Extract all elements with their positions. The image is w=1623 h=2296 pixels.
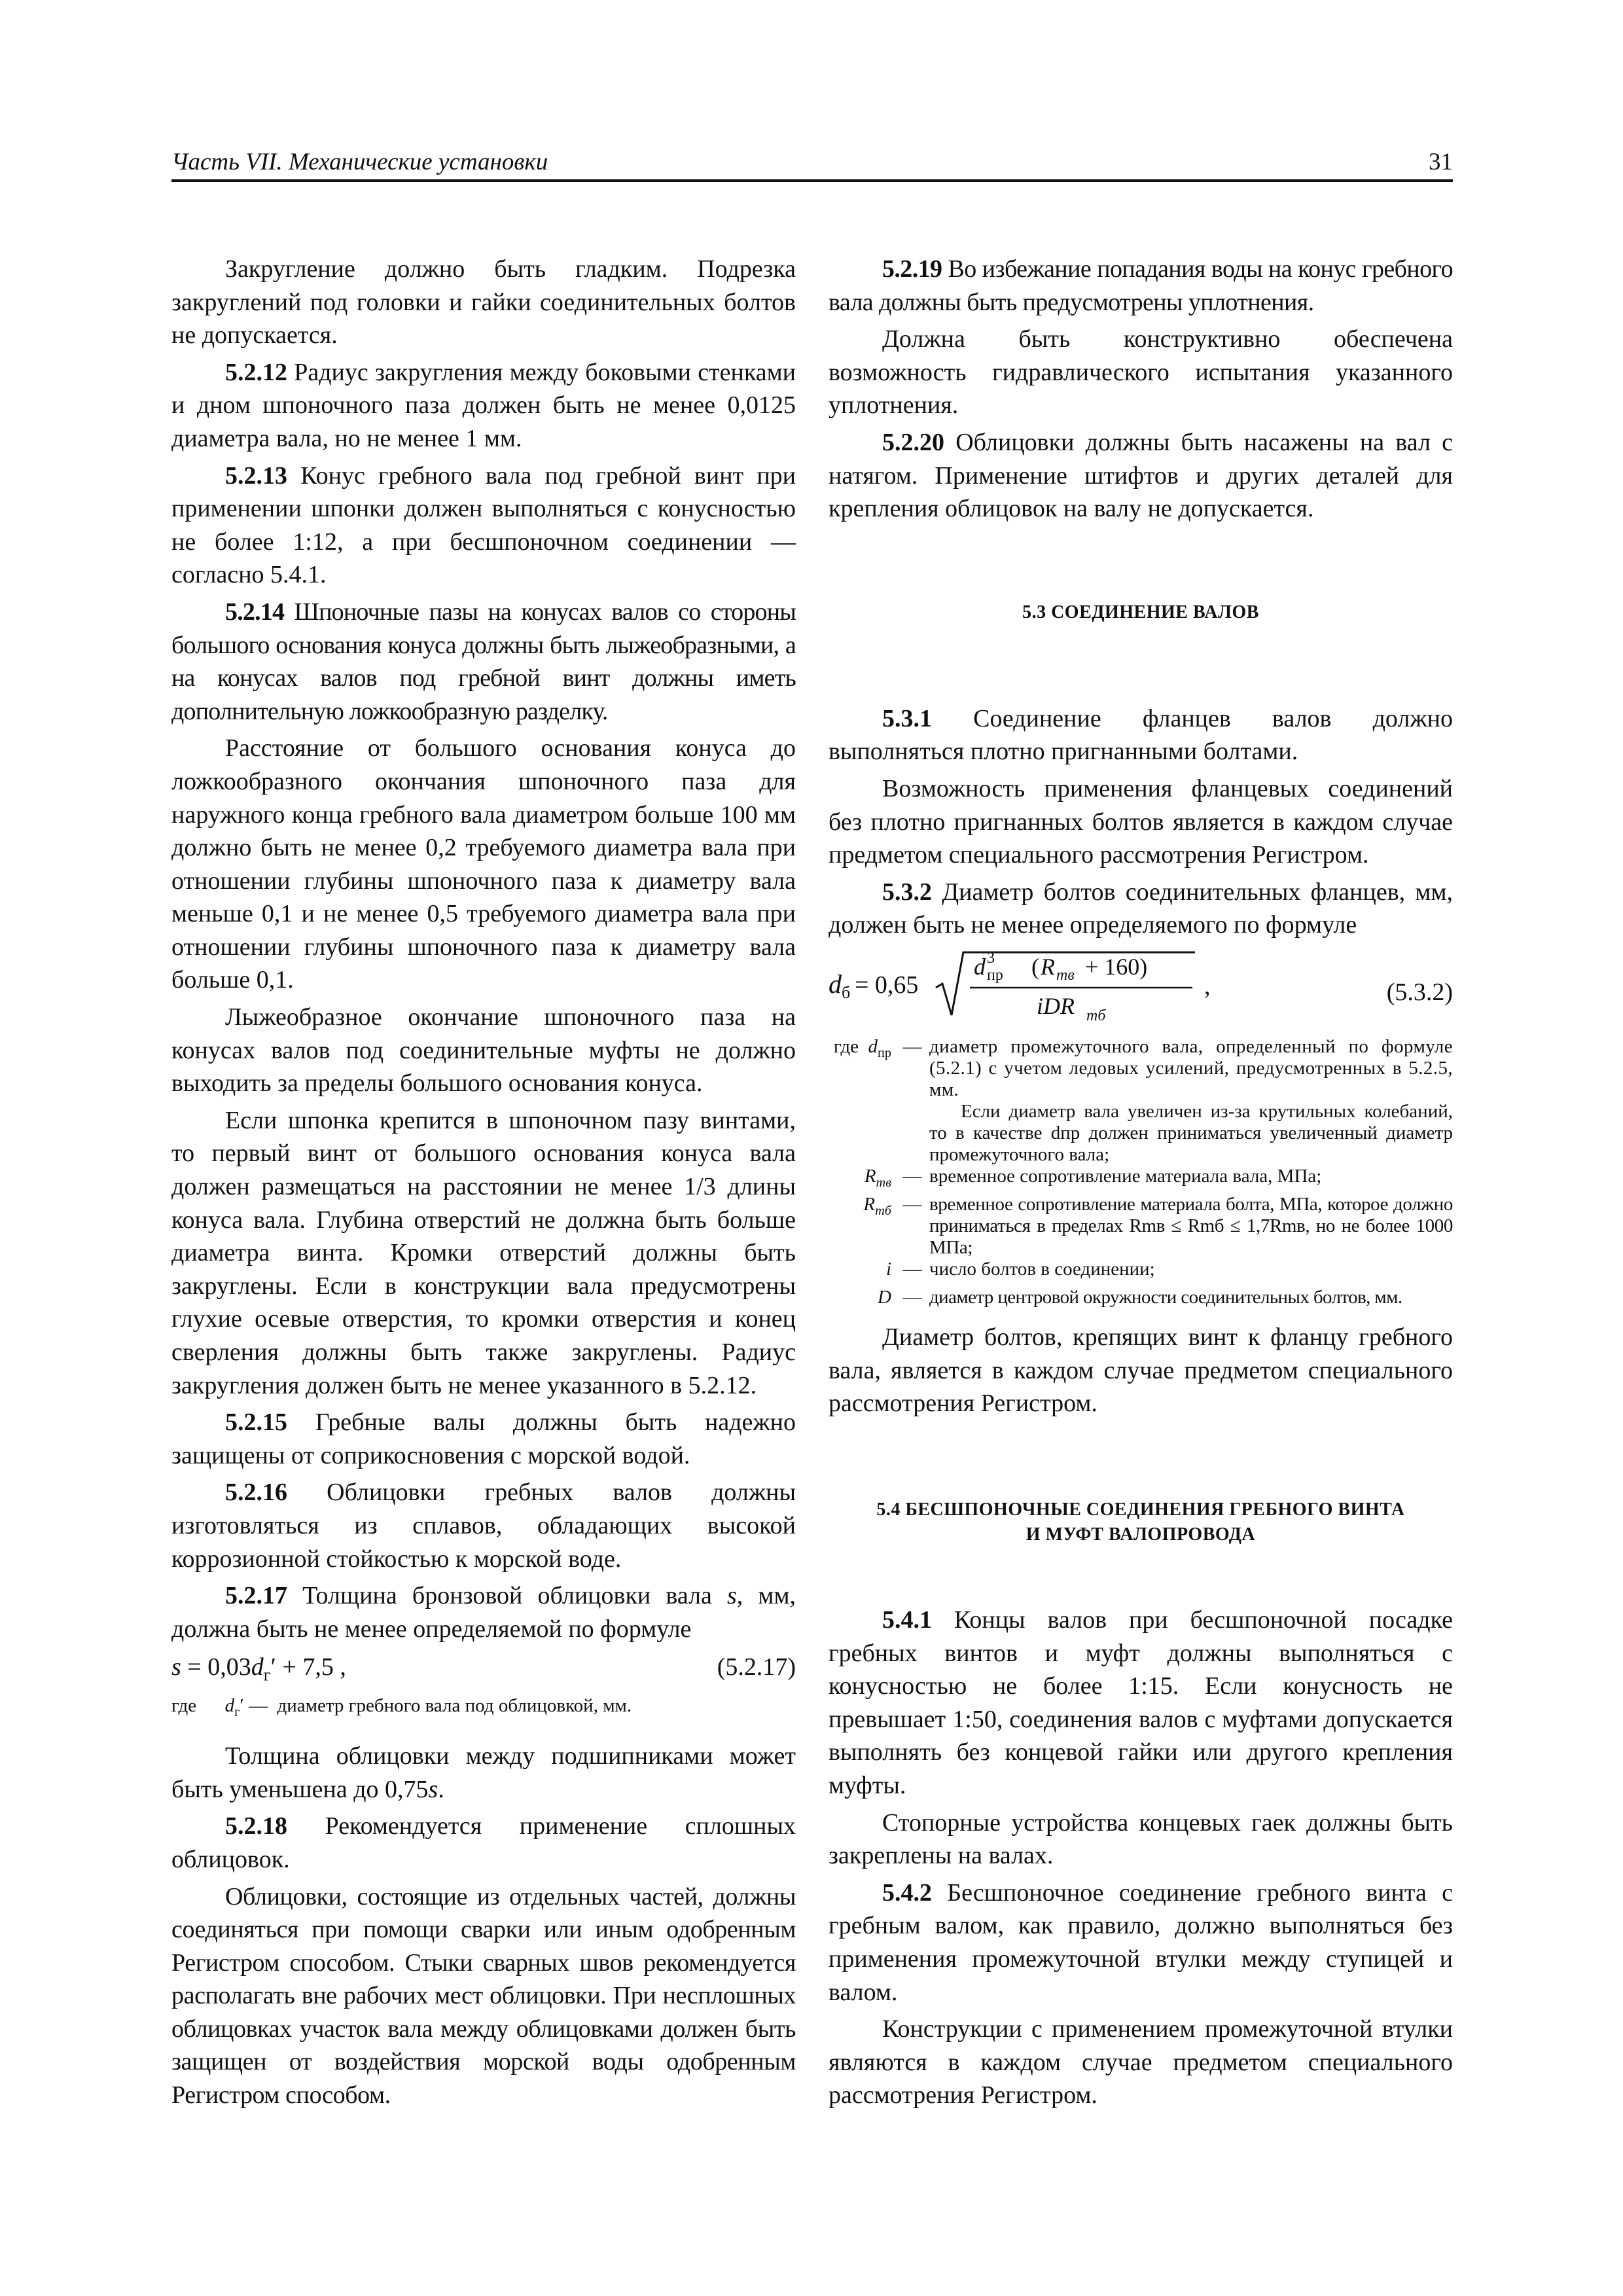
svg-text:d: d bbox=[829, 969, 842, 999]
svg-text:iDR: iDR bbox=[1037, 992, 1075, 1019]
running-header bbox=[171, 145, 1453, 182]
formula-5-3-2 bbox=[829, 946, 1453, 1027]
paragraph-intermediate-sleeve: Конструкции с применением промежуточной втулки являются в каждом случае предметом специального рассмотрения Регистром. bbox=[829, 2015, 1453, 2109]
clause-number: 5.2.13 bbox=[225, 461, 287, 490]
paragraph-5-2-13: 5.2.13 Конус гребного вала под гребной винт при применении шпонки должен выполняться с конусностью не более 1:12, а при бесшпоночном соединении — согласно 5.4.1. bbox=[171, 461, 796, 589]
paragraph-5-2-15: 5.2.15 Гребные валы должны быть надежно защищены от соприкосновения с морской водой. bbox=[171, 1408, 796, 1469]
paragraph-5-2-16: 5.2.16 Облицовки гребных валов должны изготовляться из сплавов, обладающих высокой коррозионной стойкостью к морской воде. bbox=[171, 1479, 796, 1573]
clause-number: 5.3.2 bbox=[882, 878, 932, 906]
paragraph-5-3-1: 5.3.1 Соединение фланцев валов должно выполняться плотно пригнанными болтами. bbox=[829, 704, 1453, 766]
legend-row: $R_{mв}$ — временное сопротивление материала вала, МПа; bbox=[864, 1165, 1322, 1190]
paragraph-5-3-2: 5.3.2 Диаметр болтов соединительных фланцев, мм, должен быть не менее определяемого по формуле bbox=[829, 878, 1453, 939]
paragraph-propeller-bolts: Диаметр болтов, крепящих винт к фланцу гребного вала, является в каждом случае предметом специального рассмотрения Регистром. bbox=[829, 1323, 1453, 1418]
legend-row: Если диаметр вала увеличен из-за крутильных колебаний, то в качестве dпр должен приниматься увеличенный диаметр промежуточного вала; bbox=[929, 1100, 1453, 1165]
svg-text:mб: mб bbox=[1086, 1007, 1106, 1024]
clause-number: 5.2.15 bbox=[225, 1408, 287, 1437]
paragraph-key-screws: Если шпонка крепится в шпоночном пазу винтами, то первый винт от большого основания конуса вала должен размещаться на расстоянии не менее 1/3 длины конуса вала. Глубина отверстий не должна быть больше диаметра винта. Кромки отверстий должны быть закруглены. Если в конструкции вала предусмотрены глухие осевые отверстия, то кромки отверстия и конец сверления должны быть также закруглены. Радиус закругления должен быть не менее указанного в 5.2.12. bbox=[171, 1106, 796, 1399]
legend-row: $R_{mб}$ — временное сопротивление материала болта, МПа, которое должно приниматься в пределах Rmв ≤ Rmб ≤ 1,7Rmв, но не более 1000 МПа; bbox=[863, 1193, 1453, 1258]
formula-number: (5.3.2) bbox=[1386, 978, 1453, 1006]
clause-number: 5.2.14 bbox=[225, 598, 285, 626]
paragraph-hydraulic-test: Должна быть конструктивно обеспечена возможность гидравлического испытания указанного уплотнения. bbox=[829, 325, 1453, 420]
paragraph-ski-end: Лыжеобразное окончание шпоночного паза на конусах валов под соединительные муфты не должно выходить за пределы большого основания конуса. bbox=[171, 1003, 796, 1098]
paragraph-5-2-19: 5.2.19 Во избежание попадания воды на конус гребного вала должны быть предусмотрены уплотнения. bbox=[829, 255, 1453, 316]
svg-text:= 0,65: = 0,65 bbox=[855, 971, 919, 999]
paragraph-distance: Расстояние от большого основания конуса до ложкообразного окончания шпоночного паза для наружного конца гребного вала диаметром больше 100 мм должно быть не менее 0,2 требуемого диаметра вала при отношении глубины шпоночного паза к диаметру вала меньше 0,1 и не менее 0,5 требуемого диаметра вала при отношении глубины шпоночного паза к диаметру вала больше 0,1. bbox=[171, 734, 796, 994]
svg-text:,: , bbox=[1204, 972, 1211, 1000]
svg-text:d: d bbox=[974, 953, 986, 980]
svg-text:+ 160): + 160) bbox=[1085, 953, 1148, 980]
svg-text:3: 3 bbox=[987, 949, 995, 967]
svg-text:(: ( bbox=[1031, 953, 1039, 980]
formula-5-2-17: $s = 0,03d_г' + 7,5$ , (5.2.17) bbox=[171, 1651, 796, 1686]
header-title: Часть VII. Механические установки bbox=[171, 149, 548, 175]
clause-number: 5.2.19 bbox=[882, 255, 942, 283]
clause-number: 5.2.12 bbox=[225, 358, 287, 386]
clause-number: 5.2.17 bbox=[225, 1582, 287, 1610]
legend-table bbox=[829, 1036, 1453, 1314]
paragraph-locking-devices: Стопорные устройства концевых гаек должны быть закреплены на валах. bbox=[829, 1808, 1453, 1870]
paragraph-5-4-1: 5.4.1 Концы валов при бесшпоночной посадке гребных винтов и муфт должны выполняться с конусностью не более 1:15. Если конусность не превышает 1:50, соединения валов с муфтами допускается выполнять без концевой гайки или другого крепления муфты. bbox=[829, 1606, 1453, 1800]
paragraph-rounding: Закругление должно быть гладким. Подрезка закруглений под головки и гайки соединительных болтов не допускается. bbox=[171, 255, 796, 350]
paragraph-5-4-2: 5.4.2 Бесшпоночное соединение гребного винта с гребным валом, как правило, должно выполняться без применения промежуточной втулки между ступицей и валом. bbox=[829, 1878, 1453, 2006]
section-heading-5-3: 5.3 СОЕДИНЕНИЕ ВАЛОВ bbox=[1022, 601, 1259, 622]
paragraph-5-2-14: 5.2.14 Шпоночные пазы на конусах валов со стороны большого основания конуса должны быть лыжеобразными, а на конусах валов под гребной винт должны иметь дополнительную ложкообразную разделку. bbox=[171, 598, 796, 725]
legend-row: где $d_{пр}$ — диаметр промежуточного вала, определенный по формуле (5.2.1) с учетом ледовых усилений, предусмотренных в 5.2.5, мм. bbox=[833, 1035, 1453, 1100]
clause-number: 5.2.16 bbox=[225, 1479, 287, 1507]
formula-bolt-diameter bbox=[829, 946, 1221, 1027]
formula-legend: где $d_г'$ — диаметр гребного вала под облицовкой, мм. bbox=[171, 1695, 632, 1720]
left-column bbox=[171, 253, 796, 2116]
paragraph-5-2-17: 5.2.17 Толщина бронзовой облицовки вала s, мм, должна быть не менее определяемой по формуле bbox=[171, 1582, 796, 1643]
svg-text:пр: пр bbox=[987, 966, 1003, 984]
clause-number: 5.4.1 bbox=[882, 1606, 932, 1634]
paragraph-5-2-12: 5.2.12 Радиус закругления между боковыми стенками и дном шпоночного паза должен быть не менее 0,0125 диаметра вала, но не менее 1 мм. bbox=[171, 358, 796, 452]
paragraph-5-2-20: 5.2.20 Облицовки должны быть насажены на вал с натягом. Применение штифтов и других деталей для крепления облицовок на валу не допускается. bbox=[829, 428, 1453, 523]
paragraph-welded-liners: Облицовки, состоящие из отдельных частей, должны соединяться при помощи сварки или иным одобренным Регистром способом. Стыки сварных швов рекомендуется располагать вне рабочих мест облицовки. При несплошных облицовках участок вала между облицовками должен быть защищен от воздействия морской воды одобренным Регистром способом. bbox=[171, 1882, 796, 2109]
clause-number: 5.2.20 bbox=[882, 428, 944, 456]
legend-row: D — диаметр центровой окружности соединительных болтов, мм. bbox=[878, 1286, 1402, 1308]
clause-number: 5.4.2 bbox=[882, 1878, 932, 1907]
svg-text:б: б bbox=[842, 982, 851, 1002]
formula-number: (5.2.17) bbox=[717, 1653, 796, 1681]
svg-text:R: R bbox=[1041, 953, 1055, 980]
clause-number: 5.2.18 bbox=[225, 1812, 287, 1840]
page-number: 31 bbox=[1429, 149, 1453, 175]
section-heading-5-4: 5.4 БЕСШПОНОЧНЫЕ СОЕДИНЕНИЯ ГРЕБНОГО ВИНТА И МУФТ ВАЛОПРОВОДА bbox=[876, 1499, 1405, 1545]
paragraph-5-2-18: 5.2.18 Рекомендуется применение сплошных облицовок. bbox=[171, 1812, 796, 1873]
paragraph-flange-possibility: Возможность применения фланцевых соединений без плотно пригнанных болтов является в каждом случае предметом специального рассмотрения Регистром. bbox=[829, 774, 1453, 869]
svg-text:mв: mв bbox=[1056, 966, 1075, 984]
paragraph-thickness-reduce: Толщина облицовки между подшипниками может быть уменьшена до 0,75s. bbox=[171, 1742, 796, 1803]
right-column bbox=[829, 253, 1453, 2116]
legend-row: i — число болтов в соединении; bbox=[885, 1258, 1155, 1280]
clause-number: 5.3.1 bbox=[882, 704, 932, 732]
formula-legend bbox=[829, 1036, 1453, 1314]
